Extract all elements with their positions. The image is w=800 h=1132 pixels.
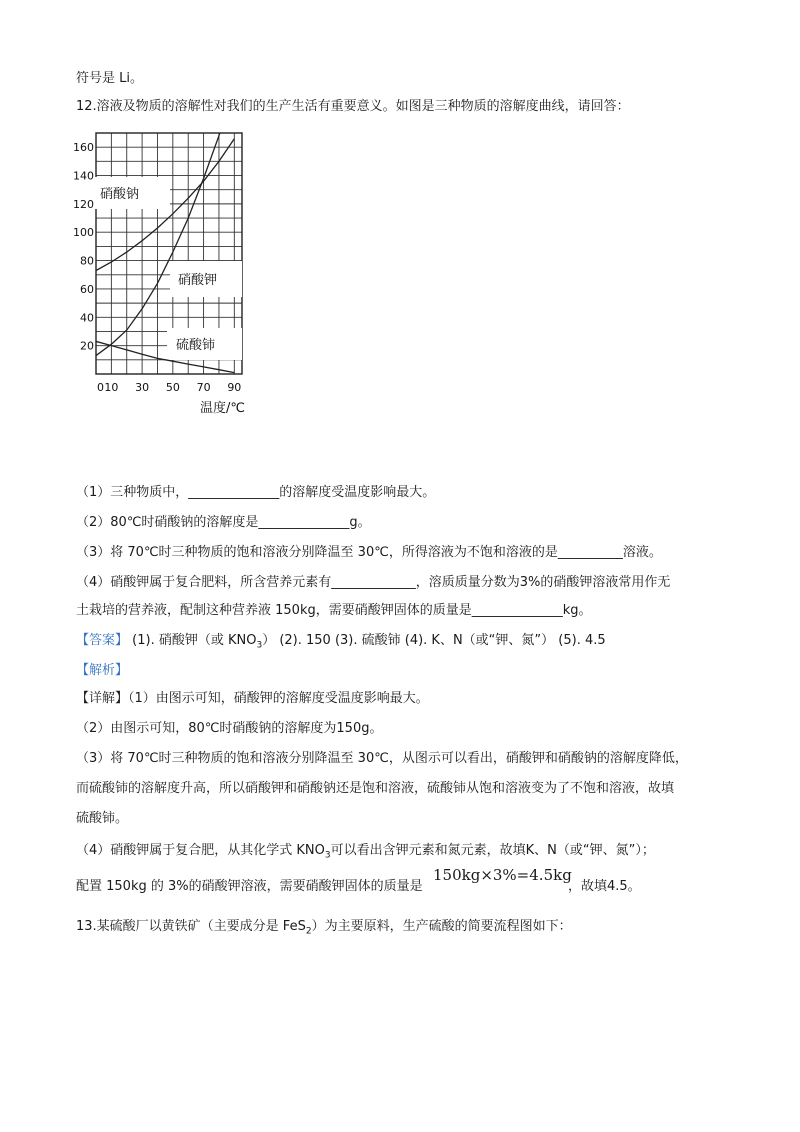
question-13-text-2: ）为主要原料，生产硫酸的简要流程图如下： <box>311 919 572 934</box>
question-13 <box>76 918 572 941</box>
detail-3b: 而硫酸铈的溶解度升高，所以硝酸钾和硝酸钠还是饱和溶液，硫酸铈从饱和溶液变为了不饱和溶液，故填 <box>76 781 675 796</box>
answer-text-b: ） (2). 150 (3). 硫酸铈 (4). K、N（或“钾、氮”） (5). 4.5 <box>262 633 606 648</box>
detail-4b <box>76 878 423 896</box>
series-label-1: 硝酸钾 <box>178 273 218 288</box>
detail-1: 【详解】（1）由图示可知，硝酸钾的溶解度受温度影响最大。 <box>76 691 429 706</box>
math-formula: 150kg×3%=4.5kg <box>433 866 572 884</box>
detail-4a-text-2: 可以看出含钾元素和氮元素，故填K、N（或“钾、氮”）； <box>330 843 655 858</box>
y-tick-label: 20 <box>80 339 94 353</box>
y-tick-label: 140 <box>73 169 94 183</box>
detail-4a-subscript: 3 <box>324 850 331 861</box>
question-12: 12.溶液及物质的溶解性对我们的生产生活有重要意义。如图是三种物质的溶解度曲线，请回答： <box>76 99 630 114</box>
x-tick-label: 0 <box>97 381 104 394</box>
answer-line <box>76 632 606 655</box>
x-axis-label: 温度/℃ <box>200 401 245 416</box>
question-12-part-2: （2）80℃时硝酸钠的溶解度是______________g。 <box>76 515 371 530</box>
question-13-text: 13.某硫酸厂以黄铁矿（主要成分是 FeS <box>76 919 306 934</box>
detail-3c: 硫酸铈。 <box>76 811 129 826</box>
detail-4a-text: （4）硝酸钾属于复合肥，从其化学式 KNO <box>76 843 325 858</box>
y-tick-label: 40 <box>80 311 94 325</box>
question-12-part-4: （4）硝酸钾属于复合肥料，所含营养元素有_____________，溶质质量分数为3%的硝酸钾溶液常用作无 <box>76 575 671 590</box>
x-tick-label: 70 <box>196 381 211 394</box>
question-13-subscript: 2 <box>305 926 312 937</box>
answer-label: 【答案】 <box>76 633 129 648</box>
detail-2: （2）由图示可知，80℃时硝酸钠的溶解度为150g。 <box>76 721 383 736</box>
y-tick-label: 100 <box>73 226 94 240</box>
solubility-chart <box>70 128 270 428</box>
answer-text-a: (1). 硝酸钾（或 KNO <box>132 633 257 648</box>
text-line: 符号是 Li。 <box>76 71 143 86</box>
analysis-label: 【解析】 <box>76 663 129 678</box>
x-tick-label: 50 <box>165 381 180 394</box>
y-tick-label: 80 <box>80 254 94 268</box>
question-12-part-4-cont: 土栽培的营养液，配制这种营养液 150kg，需要硝酸钾固体的质量是______________kg。 <box>76 603 592 618</box>
series-label-2: 硫酸铈 <box>176 338 216 353</box>
y-tick-label: 60 <box>80 282 94 296</box>
question-12-part-3: （3）将 70℃时三种物质的饱和溶液分别降温至 30℃，所得溶液为不饱和溶液的是__________溶液。 <box>76 545 662 560</box>
answer-subscript: 3 <box>256 640 263 651</box>
question-12-part-1: （1）三种物质中，______________的溶解度受温度影响最大。 <box>76 485 436 500</box>
series-line-1 <box>96 128 234 356</box>
detail-3a: （3）将 70℃时三种物质的饱和溶液分别降温至 30℃，从图示可以看出，硝酸钾和硝酸钠的溶解度降低， <box>76 751 688 766</box>
detail-4a <box>76 842 655 865</box>
series-label-0: 硝酸钠 <box>100 187 140 202</box>
x-tick-label: 30 <box>135 381 150 394</box>
y-tick-label: 160 <box>73 141 94 155</box>
detail-4b-text: 配置 150kg 的 3%的硝酸钾溶液，需要硝酸钾固体的质量是 <box>76 879 423 894</box>
x-tick-label: 10 <box>104 381 119 394</box>
x-tick-label: 90 <box>227 381 242 394</box>
detail-4b-end: ，故填4.5。 <box>568 879 641 894</box>
y-tick-label: 120 <box>73 197 94 211</box>
